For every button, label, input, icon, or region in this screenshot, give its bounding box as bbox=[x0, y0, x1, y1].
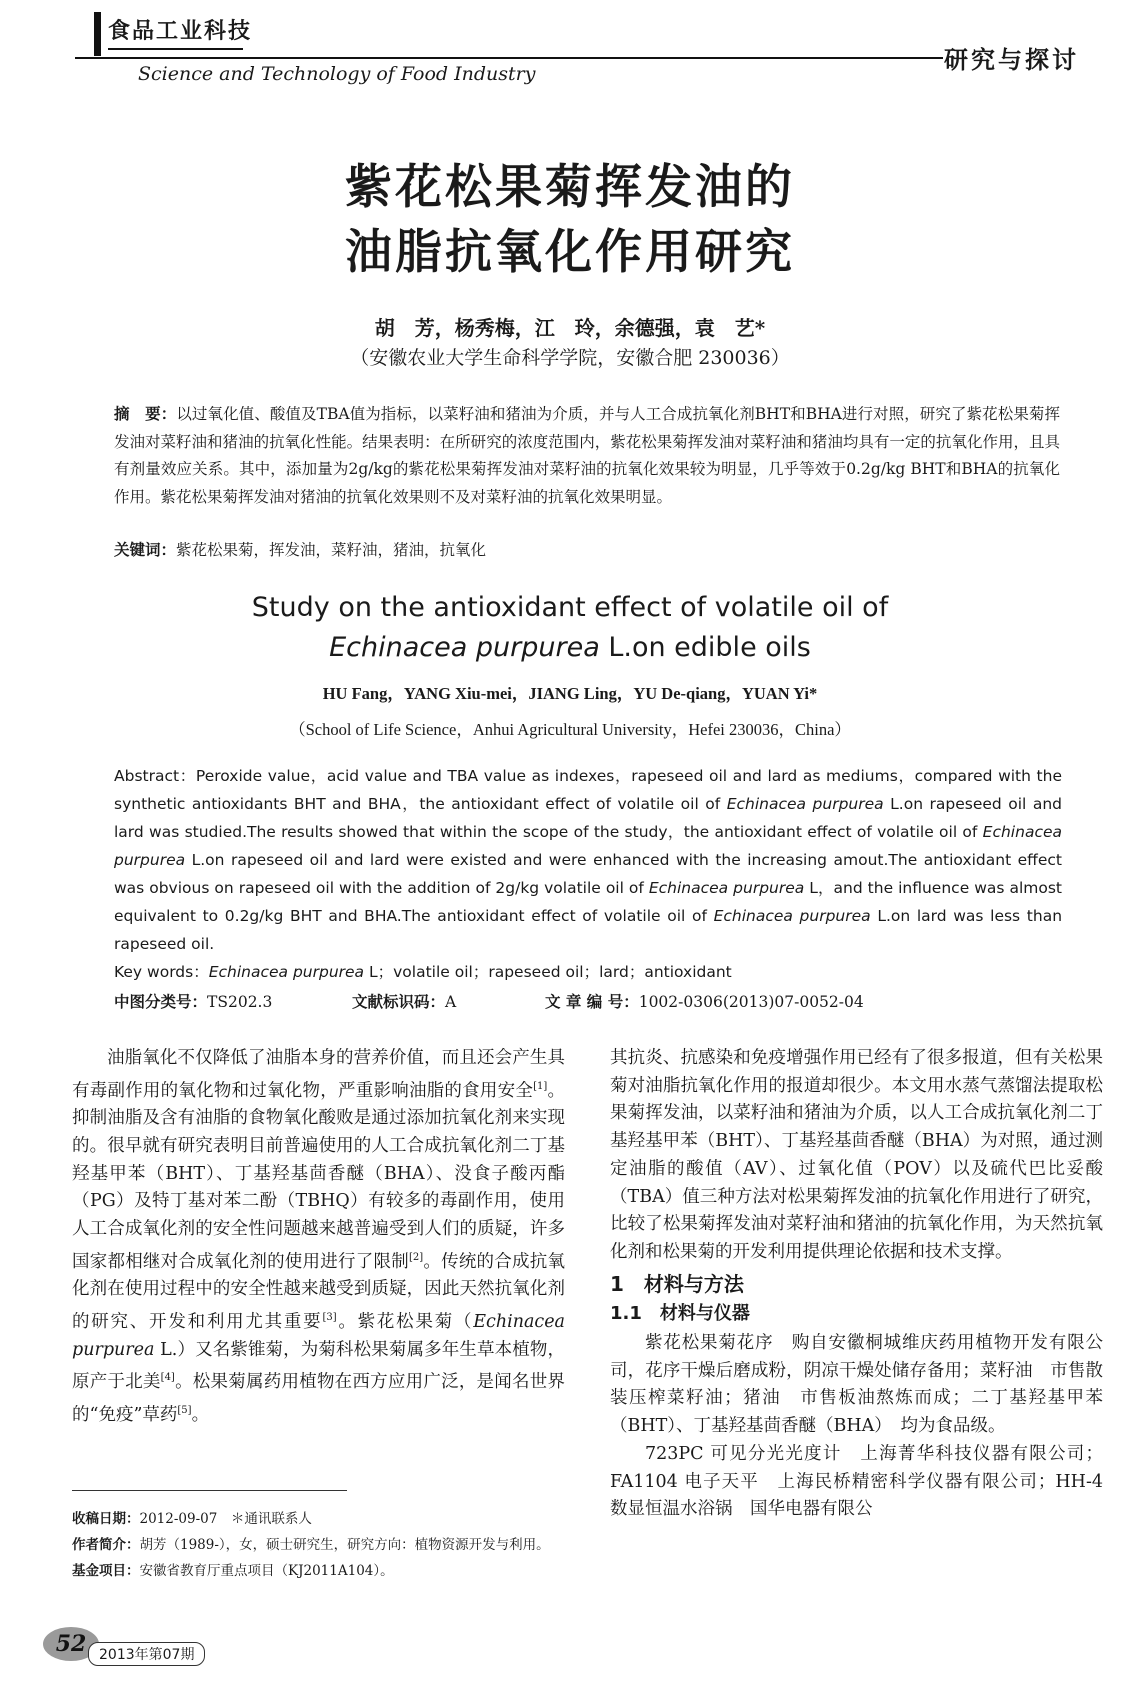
species-name: Echinacea purpurea bbox=[72, 1311, 565, 1360]
keywords-en-label: Key words： bbox=[114, 963, 209, 981]
keywords-cn-text: 紫花松果菊，挥发油，菜籽油，猪油，抗氧化 bbox=[176, 541, 487, 559]
clc-value: TS202.3 bbox=[207, 993, 273, 1011]
affiliation-en: （School of Life Science，Anhui Agricultural University，Hefei 230036，China） bbox=[289, 720, 851, 739]
journal-title-en: Science and Technology of Food Industry bbox=[138, 63, 536, 85]
abstract-en-text: Peroxide value，acid value and TBA value as indexes，rapeseed oil and lard as mediums，compared with the synthetic antioxidants BHT and BHA，the antioxidant effect of volatile oil of bbox=[114, 767, 1062, 813]
authors-en: HU Fang，YANG Xiu-mei，JIANG Ling，YU De-qiang，YUAN Yi* bbox=[322, 684, 818, 703]
footnote-fund bbox=[72, 1558, 572, 1584]
page-number: 52 bbox=[43, 1627, 99, 1661]
keywords-en bbox=[114, 960, 732, 982]
document-code-label: 文献标识码： bbox=[352, 992, 446, 1011]
section-tag: 研究与探讨 bbox=[944, 45, 1079, 74]
section-heading: 1 材料与方法 bbox=[610, 1271, 744, 1296]
citation-ref[interactable]: [2] bbox=[408, 1251, 424, 1263]
header-bar bbox=[94, 12, 101, 56]
abstract-en-text: L.on rapeseed oil and lard was studied.The results showed that within the scope of the study，the antioxidant effect of volatile oil of bbox=[114, 795, 1063, 841]
body-text: 油脂氧化不仅降低了油脂本身的营养价值，而且还会产生具有毒副作用的氧化物和过氧化物，严重影响油脂的食用安全 bbox=[72, 1048, 565, 1101]
footnote-label: 基金项目： bbox=[72, 1563, 140, 1579]
abstract-cn-text: 以过氧化值、酸值及TBA值为指标，以菜籽油和猪油为介质，并与人工合成抗氧化剂BHT和BHA进行对照，研究了紫花松果菊挥发油对菜籽油和猪油的抗氧化性能。结果表明：在所研究的浓度范围内，紫花松果菊挥发油对菜籽油和猪油均具有一定的抗氧化作用，且具有剂量效应关系。其中，添加量为2g/kg的紫花松果菊挥发油对菜籽油的抗氧化效果较为明显，几乎等效于0.2g/kg BHT和BHA的抗氧化作用。紫花松果菊挥发油对猪油的抗氧化效果则不及对菜籽油的抗氧化效果明显。 bbox=[114, 405, 1060, 506]
journal-title-cn: 食品工业科技 bbox=[108, 18, 253, 44]
paper-title-en-species: Echinacea purpurea bbox=[329, 632, 600, 663]
clc-label: 中图分类号： bbox=[114, 992, 208, 1011]
footnote-text: 2012-09-07 ＊通讯联系人 bbox=[139, 1511, 312, 1527]
affiliation-cn: （安徽农业大学生命科学学院，安徽合肥 230036） bbox=[350, 347, 790, 369]
abstract-en-text: L.on rapeseed oil and lard were existed and were enhanced with the increasing amout.The antioxidant effect was obvious on rapeseed oil with the addition of 2g/kg volatile oil of bbox=[114, 851, 1062, 897]
footnote-received bbox=[72, 1506, 572, 1532]
paper-title-en-rest: L.on edible oils bbox=[599, 632, 811, 663]
subsection-heading: 1.1 材料与仪器 bbox=[610, 1303, 750, 1325]
body-text: 。传统的合成抗氧化剂在使用过程中的安全性越来越受到质疑，因此天然抗氧化剂的研究、开发和利用尤其重要 bbox=[72, 1251, 565, 1332]
article-number bbox=[545, 990, 864, 1012]
footnote-text: 安徽省教育厅重点项目（KJ2011A104）。 bbox=[139, 1563, 394, 1579]
body-left-column bbox=[72, 1045, 565, 1429]
abstract-en-label: Abstract： bbox=[114, 767, 196, 785]
footnote-text: 胡芳（1989-），女，硕士研究生，研究方向：植物资源开发与利用。 bbox=[139, 1537, 550, 1553]
abstract-cn-label: 摘 要： bbox=[114, 404, 177, 423]
citation-ref[interactable]: [4] bbox=[160, 1372, 175, 1384]
abstract-en-species: Echinacea purpurea bbox=[648, 879, 805, 897]
body-text: 。抑制油脂及含有油脂的食物氧化酸败是通过添加抗氧化剂来实现的。很早就有研究表明目前普遍使用的人工合成抗氧化剂二丁基羟基甲苯（BHT）、丁基羟基茴香醚（BHA）、没食子酸丙酯（PG）及特丁基对苯二酚（TBHQ）有较多的毒副作用，使用人工合成氧化剂的安全性问题越来越普遍受到人们的质疑，许多国家都相继对合成氧化剂的使用进行了限制 bbox=[72, 1080, 565, 1272]
footnote-rule bbox=[72, 1490, 347, 1491]
abstract-en-species: Echinacea purpurea bbox=[114, 823, 1062, 869]
keywords-cn-label: 关键词： bbox=[114, 540, 177, 559]
body-text: 。 bbox=[191, 1404, 210, 1425]
header-rule bbox=[75, 57, 943, 59]
paper-title-en-line2 bbox=[0, 632, 1140, 663]
journal-title-underline bbox=[108, 48, 243, 50]
footnotes bbox=[72, 1506, 572, 1584]
article-number-value: 1002-0306(2013)07-0052-04 bbox=[638, 993, 864, 1011]
abstract-en-text: L，and the influence was almost equivalent to 0.2g/kg BHT and BHA.The antioxidant effect of volatile oil of bbox=[114, 879, 1062, 925]
body-text: L.）又名紫锥菊，为菊科松果菊属多年生草本植物，原产于北美 bbox=[72, 1339, 565, 1393]
keywords-en-species: Echinacea purpurea bbox=[208, 963, 365, 981]
body-text: 。紫花松果菊（ bbox=[336, 1311, 474, 1332]
issue-label: 2013年第07期 bbox=[88, 1642, 205, 1666]
body-paragraph: 723PC 可见分光光度计 上海菁华科技仪器有限公司；FA1104 电子天平 上海民桥精密科学仪器有限公司；HH-4 数显恒温水浴锅 国华电器有限公 bbox=[610, 1443, 1103, 1520]
article-number-label: 文 章 编 号： bbox=[545, 992, 639, 1011]
authors-cn: 胡 芳，杨秀梅，江 玲，余德强，袁 艺* bbox=[374, 316, 766, 340]
abstract-en bbox=[114, 762, 1062, 958]
paper-title-en-line1: Study on the antioxidant effect of volatile oil of bbox=[251, 592, 889, 623]
citation-ref[interactable]: [3] bbox=[322, 1311, 337, 1323]
document-code bbox=[352, 990, 456, 1012]
document-code-value: A bbox=[445, 993, 457, 1011]
abstract-cn bbox=[114, 400, 1060, 511]
abstract-en-species: Echinacea purpurea bbox=[713, 907, 871, 925]
body-paragraph: 紫花松果菊花序 购自安徽桐城维庆药用植物开发有限公司，花序干燥后磨成粉，阴凉干燥处储存备用；菜籽油 市售散装压榨菜籽油；猪油 市售板油熬炼而成；二丁基羟基甲苯（BHT）、丁基羟基茴香醚（BHA） 均为食品级。 bbox=[610, 1333, 1103, 1437]
body-text: 。松果菊属药用植物在西方应用广泛，是闻名世界的“免疫”草药 bbox=[72, 1372, 565, 1425]
clc-number bbox=[114, 990, 272, 1012]
body-paragraph bbox=[72, 1045, 565, 1429]
paper-title-cn-line1: 紫花松果菊挥发油的 bbox=[345, 160, 795, 215]
footnote-label: 收稿日期： bbox=[72, 1511, 140, 1527]
footnote-author bbox=[72, 1532, 572, 1558]
citation-ref[interactable]: [1] bbox=[533, 1080, 548, 1092]
abstract-en-species: Echinacea purpurea bbox=[726, 795, 884, 813]
citation-ref[interactable]: [5] bbox=[177, 1404, 192, 1416]
paper-title-cn-line2: 油脂抗氧化作用研究 bbox=[345, 225, 795, 280]
abstract-en-text: L.on lard was less than rapeseed oil. bbox=[114, 907, 1063, 953]
body-right-column bbox=[610, 1045, 1103, 1524]
body-paragraph: 其抗炎、抗感染和免疫增强作用已经有了很多报道，但有关松果菊对油脂抗氧化作用的报道却很少。本文用水蒸气蒸馏法提取松果菊挥发油，以菜籽油和猪油为介质，以人工合成抗氧化剂二丁基羟基甲苯（BHT）、丁基羟基茴香醚（BHA）为对照，通过测定油脂的酸值（AV）、过氧化值（POV）以及硫代巴比妥酸（TBA）值三种方法对松果菊挥发油的抗氧化作用进行了研究，比较了松果菊挥发油对菜籽油和猪油的抗氧化作用，为天然抗氧化剂和松果菊的开发利用提供理论依据和技术支撑。 bbox=[610, 1048, 1103, 1262]
keywords-cn bbox=[114, 538, 1060, 560]
footnote-label: 作者简介： bbox=[72, 1537, 140, 1553]
keywords-en-text: L；volatile oil；rapeseed oil；lard；antioxidant bbox=[364, 963, 732, 981]
